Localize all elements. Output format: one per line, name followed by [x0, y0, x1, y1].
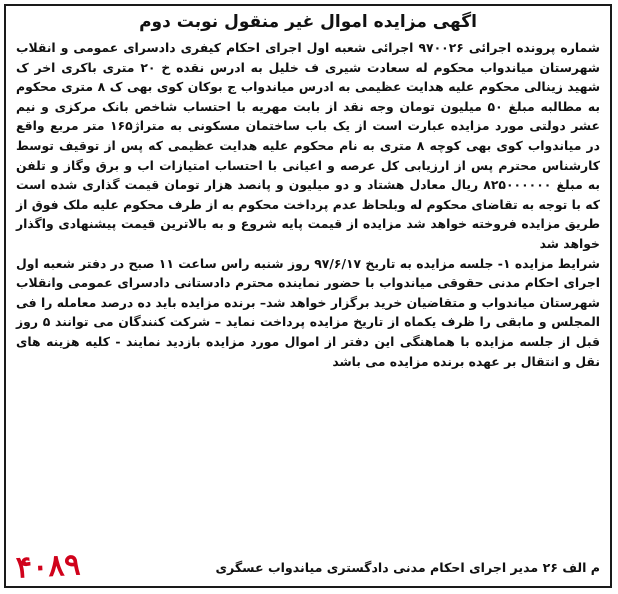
notice-footer — [15, 547, 600, 586]
notice-signature: م الف ۲۶ مدیر اجرای احکام مدنی دادگستری میاندواب عسگری — [215, 559, 600, 575]
notice-title: اگهی مزایده اموال غیر منقول نوبت دوم — [139, 12, 477, 32]
handwritten-ad-code: ۴۰۸۹ — [15, 547, 82, 586]
auction-notice — [4, 4, 612, 588]
auction-conditions: شرایط مزایده ۱- جلسه مزایده به تاریخ ۹۷/۶/۱۷ روز شنبه راس ساعت ۱۱ صبح در دفتر شعبه اول اجرای احکام مدنی حقوقی میاندواب با حضور نماینده محترم دادستانی دادسرای عمومی وانقلاب شهرستان میاندواب و متقاضیان خرید برگزار خواهد شد– برنده مزایده باید ده درصد معامله را فی المجلس و مابقی را ظرف یکماه از تاریخ مزایده پرداخت نماید – شرکت کنندگان می توانند ۵ روز قبل از جلسه مزایده با هماهنگی این دفتر از اموال مورد مزایده بازدید نمایند - کلیه هزینه های نقل و انتقال بر عهده برنده مزایده می باشد — [16, 255, 600, 369]
notice-body: شماره پرونده اجرائی ۹۷۰۰۲۶ اجرائی شعبه اول اجرای احکام کیفری دادسرای عمومی و انقلاب شهرستان میاندواب محکوم له سعادت شیری ف خلیل به ادرس نقده خ ۲۰ متری باکری اخر ک شهید زینالی محکوم علیه هدایت عظیمی به ادرس میاندواب ج بوکان کوی بهی ک ۸ متری محکوم به مطالبه مبلغ ۵۰ میلیون تومان وجه نقد از بابت مهریه با احتساب شاخص بانک مرکزی و نیم عشر دولتی مورد مزایده عبارت است از یک باب ساختمان مسکونی به متراژ۱۶۵ متر مربع واقع در میاندواب کوی بهی کوچه ۸ متری به نام محکوم علیه هدایت عظیمی که پس از توقیف توسط کارشناس محترم پس از ارزیابی کل عرصه و اعیانی با احتساب امتیازات اب و برق وگاز و تلفن به مبلغ ۸۲۵۰۰۰۰۰۰ ریال معادل هشتاد و دو میلیون و پانصد هزار تومان قیمت گذاری شده است که با توجه به تقاضای محکوم له وبلحاظ عدم پرداخت محکوم به از طرف محکوم علیه ملک فوق از طریق مزایده فروخته خواهد شد مزایده از قیمت پایه شروع و به بالاترین قیمت پیشنهادی واگذار خواهد شد — [16, 40, 601, 251]
